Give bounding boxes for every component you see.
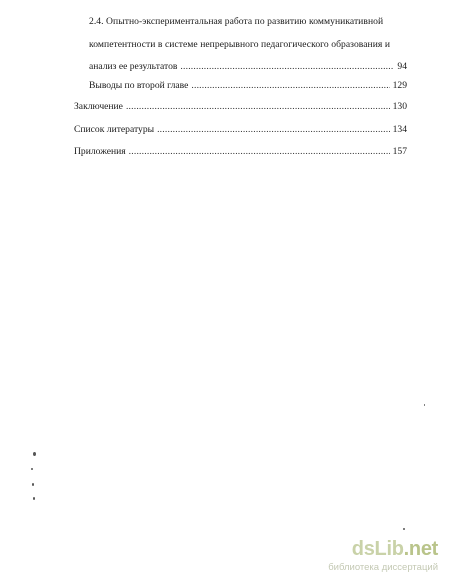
dslib-watermark [328,538,438,576]
dslib-subtitle: библиотека диссертаций [328,562,438,573]
toc-section-2-4-label: анализ ее результатов [89,61,178,72]
dslib-logo [352,538,438,561]
toc-leader-dots [129,146,390,158]
toc-leader-dots [157,124,390,136]
toc-conclusion-label: Заключение [74,101,123,112]
scan-speck [403,528,405,530]
toc-chapter-2-conclusions-label: Выводы по второй главе [89,80,189,91]
toc-section-2-4-line-1: 2.4. Опытно-экспериментальная работа по развитию коммуникативной [89,16,384,27]
toc-references-label: Список литературы [74,124,155,135]
toc-chapter-2-conclusions-page: 129 [392,80,407,91]
toc-appendices-label: Приложения [74,146,126,157]
toc-references-page: 134 [392,124,407,135]
toc-leader-dots [180,61,394,73]
toc-section-2-4-line-3 [89,61,407,73]
dslib-logo-main: dsLib [351,538,404,560]
toc-appendices [74,146,407,158]
scan-speck [424,404,425,406]
toc-appendices-page: 157 [392,146,407,157]
scan-speck [32,483,34,486]
toc-section-2-4-page: 94 [397,61,407,72]
toc-conclusion [74,101,407,113]
toc-conclusion-page: 130 [392,101,407,112]
toc-leader-dots [191,80,389,92]
toc-chapter-2-conclusions [89,80,407,92]
dslib-logo-tld: .net [403,538,438,560]
toc-references [74,124,407,136]
toc-section-2-4-line-2: компетентности в системе непрерывного педагогического образования и [89,39,391,50]
scan-speck [33,497,35,500]
scan-speck [31,468,33,470]
scan-speck [33,452,36,456]
toc-leader-dots [126,101,390,113]
